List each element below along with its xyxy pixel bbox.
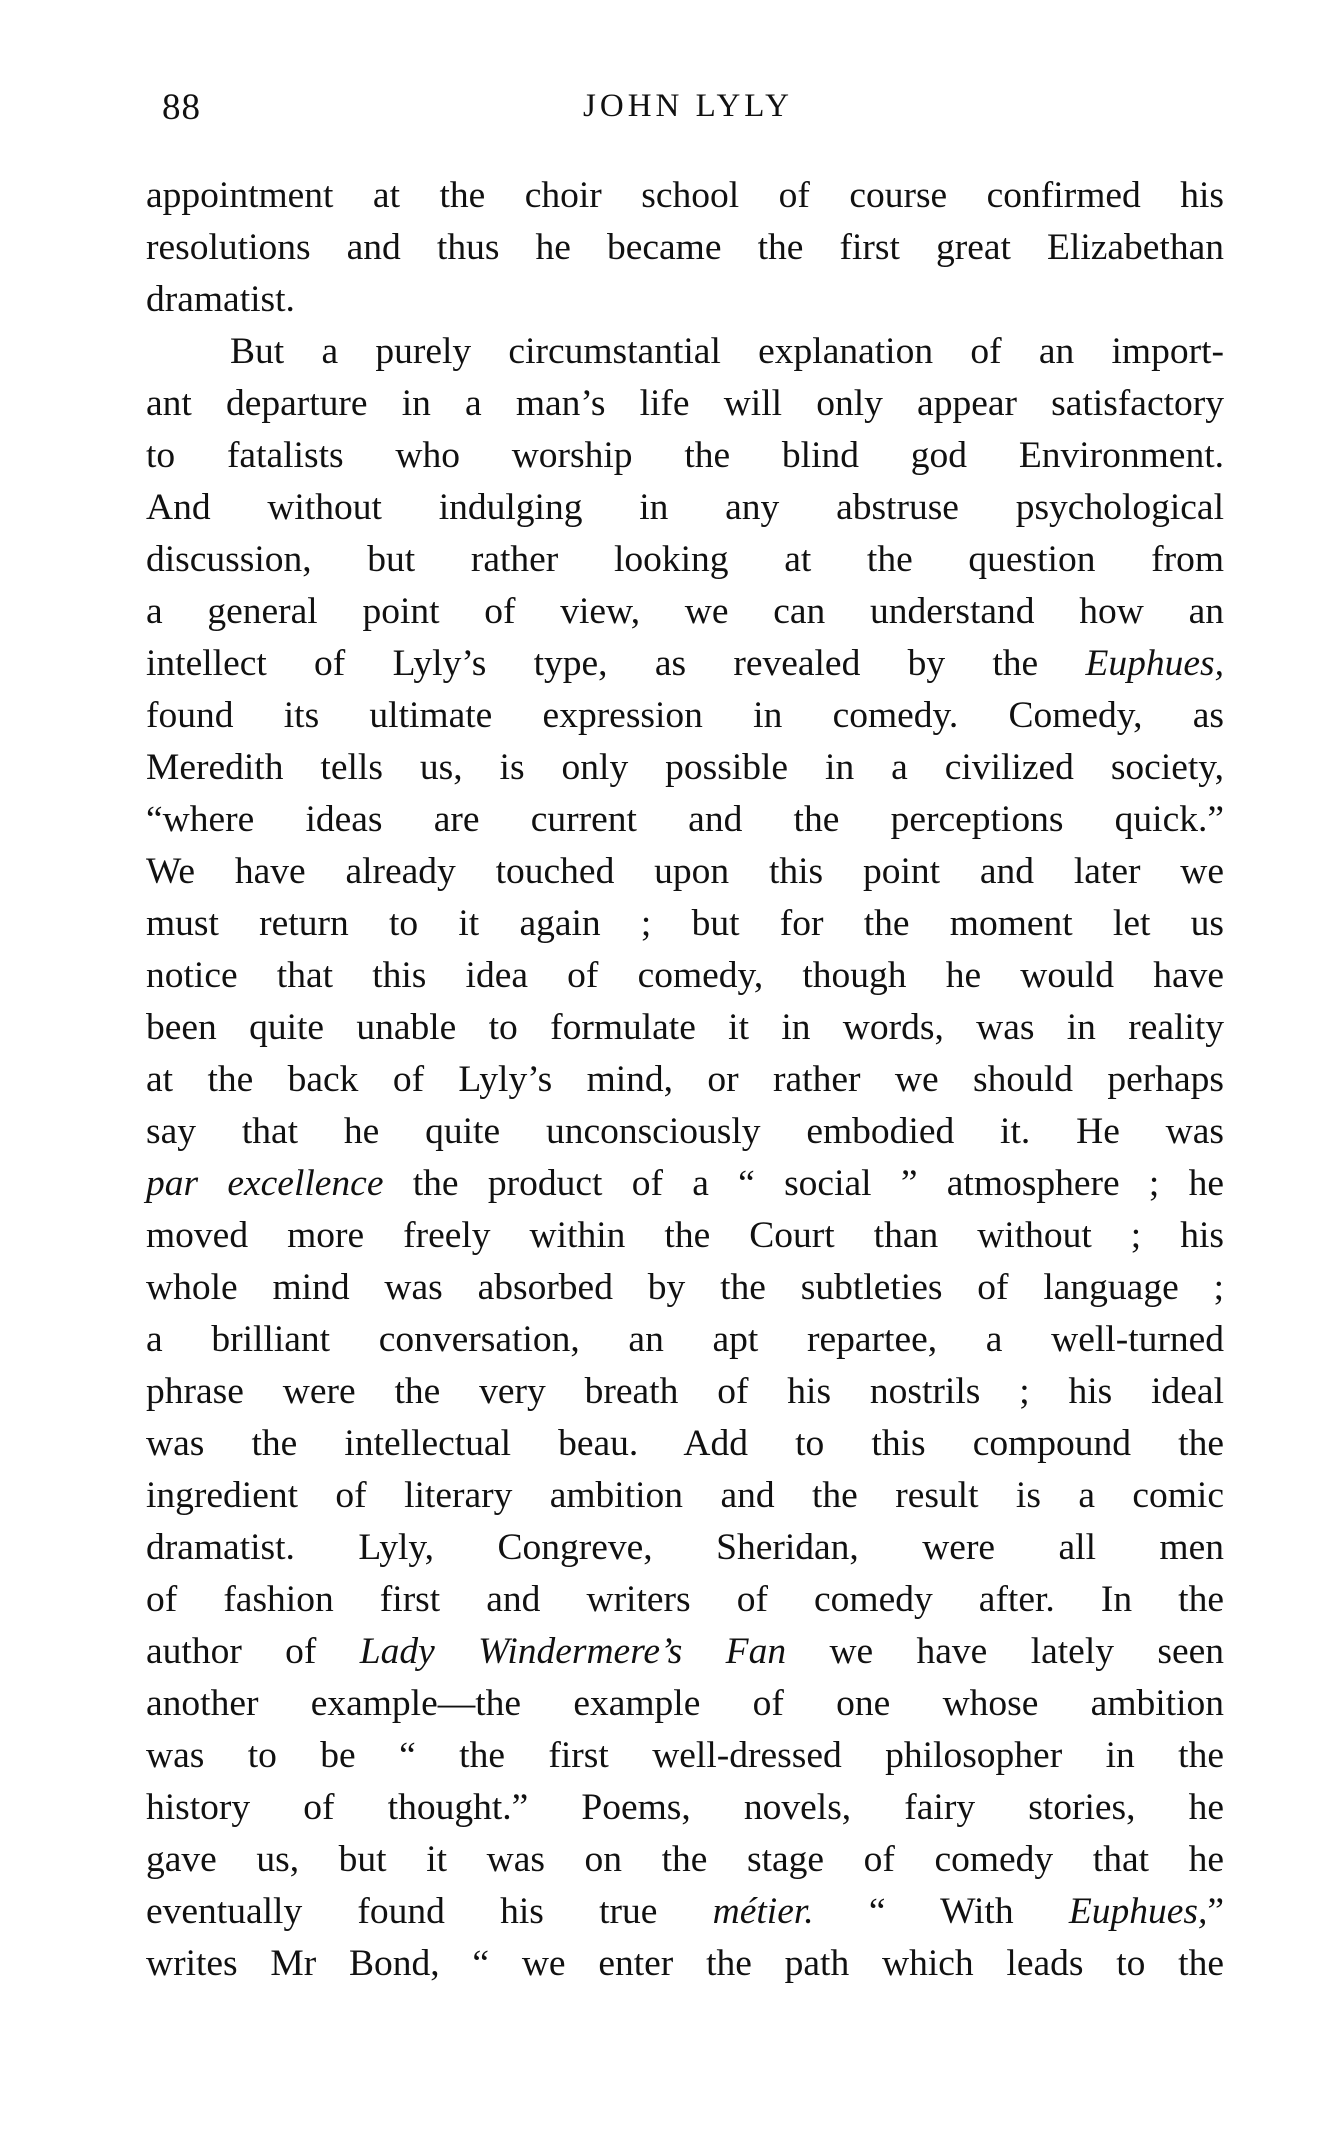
text-line: “where ideas are current and the perceptions quick.”: [146, 799, 1224, 840]
text-line: say that he quite unconsciously embodied it. He was: [146, 1111, 1224, 1152]
italic-title: Euphues,: [1085, 643, 1224, 684]
text-line: appointment at the choir school of course confirmed his: [146, 175, 1224, 216]
text-line: phrase were the very breath of his nostrils ; his ideal: [146, 1371, 1224, 1412]
text-line: a brilliant conversation, an apt repartee, a well-turned: [146, 1319, 1224, 1360]
text-segment: intellect of Lyly’s type, as revealed by the: [146, 643, 1086, 684]
paragraph-start-line: But a purely circumstantial explanation of an import-: [230, 331, 1224, 372]
text-line: writes Mr Bond, “ we enter the path which leads to the: [146, 1943, 1224, 1984]
text-line: Meredith tells us, is only possible in a civilized society,: [146, 747, 1224, 788]
text-segment: “ With: [813, 1891, 1069, 1932]
body-text: [146, 170, 1224, 1990]
text-line: [146, 1626, 1224, 1678]
text-line: ingredient of literary ambition and the result is a comic: [146, 1475, 1224, 1516]
text-line: [146, 1886, 1224, 1938]
text-line: dramatist. Lyly, Congreve, Sheridan, were all men: [146, 1527, 1224, 1568]
text-segment: the product of a “ social ” atmosphere ; he: [383, 1163, 1224, 1204]
text-line: [146, 1158, 1224, 1210]
page-header: [162, 86, 1214, 136]
text-line: another example—the example of one whose ambition: [146, 1683, 1224, 1724]
text-line: gave us, but it was on the stage of comedy that he: [146, 1839, 1224, 1880]
text-line: notice that this idea of comedy, though he would have: [146, 955, 1224, 996]
text-line: [146, 638, 1224, 690]
italic-title: Euphues,: [1068, 1891, 1208, 1932]
text-line: resolutions and thus he became the first great Elizabethan: [146, 227, 1224, 268]
italic-title: Lady Windermere’s Fan: [359, 1631, 787, 1672]
text-segment: eventually found his true: [146, 1891, 713, 1932]
text-line: was to be “ the first well-dressed philosopher in the: [146, 1735, 1224, 1776]
text-line: And without indulging in any abstruse psychological: [146, 487, 1224, 528]
page-number: 88: [162, 87, 201, 128]
italic-phrase: par excellence: [146, 1163, 384, 1204]
text-line: We have already touched upon this point and later we: [146, 851, 1224, 892]
text-line: history of thought.” Poems, novels, fairy stories, he: [146, 1787, 1224, 1828]
text-line: moved more freely within the Court than without ; his: [146, 1215, 1224, 1256]
text-segment: author of: [146, 1631, 360, 1672]
text-line: discussion, but rather looking at the question from: [146, 539, 1224, 580]
text-line: dramatist.: [146, 279, 295, 320]
text-line: whole mind was absorbed by the subtleties of language ;: [146, 1267, 1224, 1308]
text-line: ant departure in a man’s life will only appear satisfactory: [146, 383, 1224, 424]
text-line: to fatalists who worship the blind god Environment.: [146, 435, 1224, 476]
text-line: a general point of view, we can understand how an: [146, 591, 1224, 632]
running-head: JOHN LYLY: [583, 88, 793, 124]
text-line: at the back of Lyly’s mind, or rather we should perhaps: [146, 1059, 1224, 1100]
text-line: been quite unable to formulate it in words, was in reality: [146, 1007, 1224, 1048]
text-line: found its ultimate expression in comedy. Comedy, as: [146, 695, 1224, 736]
italic-word: métier.: [712, 1891, 814, 1932]
text-line: of fashion first and writers of comedy after. In the: [146, 1579, 1224, 1620]
text-line: was the intellectual beau. Add to this compound the: [146, 1423, 1224, 1464]
text-segment: ”: [1207, 1891, 1224, 1932]
text-line: must return to it again ; but for the moment let us: [146, 903, 1224, 944]
text-segment: we have lately seen: [786, 1631, 1224, 1672]
